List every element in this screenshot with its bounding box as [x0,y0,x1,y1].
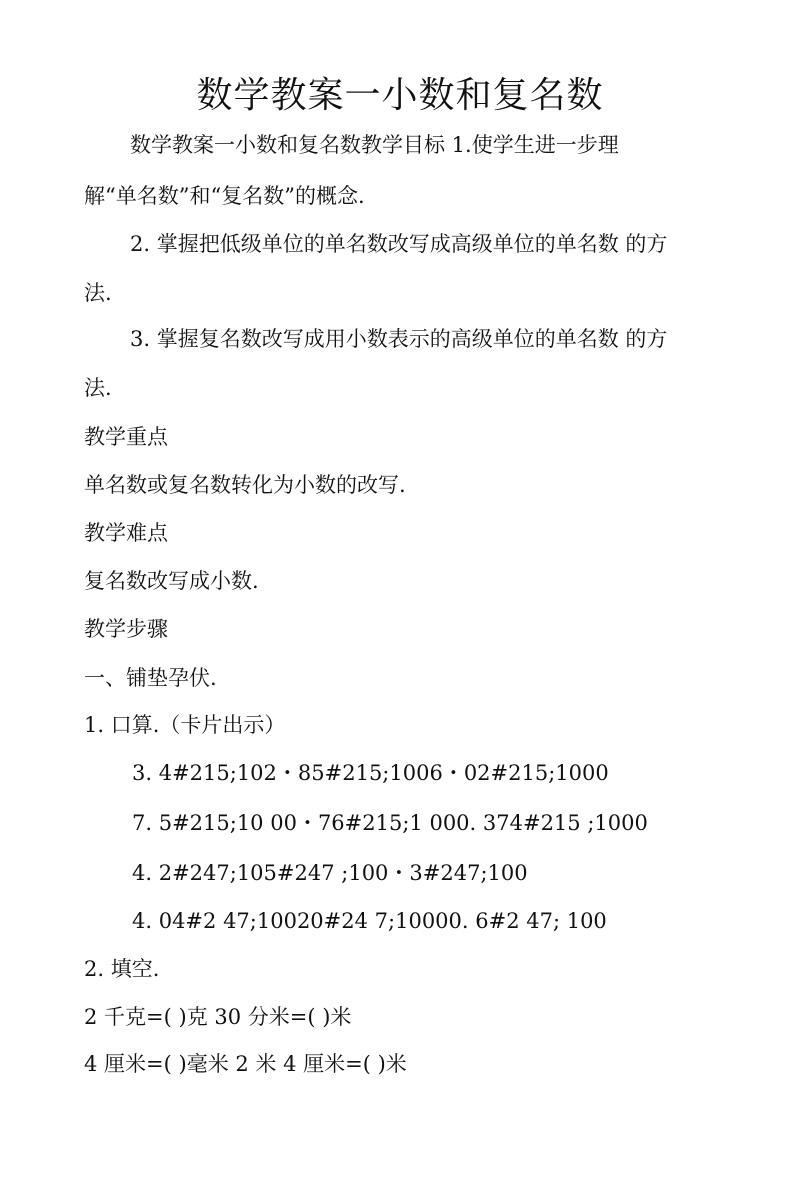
text-line: 4 厘米=( )毫米 2 米 4 厘米=( )米 [84,1052,407,1076]
text-line: 2. 掌握把低级单位的单名数改写成高级单位的单名数 的方 [130,232,668,256]
text-line: 复名数改写成小数. [84,569,259,593]
text-line: 4. 2#247;105#247 ;100・3#247;100 [132,861,528,885]
text-line: 法. [84,281,112,305]
document-title: 数学教案一小数和复名数 [196,75,604,116]
text-line: 4. 04#2 47;10020#24 7;10000. 6#2 47; 100 [132,909,607,933]
section-heading: 教学重点 [84,425,168,449]
text-line: 解“单名数”和“复名数”的概念. [84,184,365,208]
text-line: 法. [84,376,112,400]
text-line: 3. 4#215;102・85#215;1006・02#215;1000 [132,761,609,785]
text-line: 数学教案一小数和复名数教学目标 1.使学生进一步理 [130,133,619,157]
text-line: 2 千克=( )克 30 分米=( )米 [84,1005,352,1029]
text-line: 单名数或复名数转化为小数的改写. [84,473,406,497]
text-line: 2. 填空. [84,957,160,981]
text-line: 1. 口算.（卡片出示） [84,713,286,737]
text-line: 3. 掌握复名数改写成用小数表示的高级单位的单名数 的方 [130,327,668,351]
text-line: 一、铺垫孕伏. [84,666,217,690]
section-heading: 教学步骤 [84,617,168,641]
text-line: 7. 5#215;10 00・76#215;1 000. 374#215 ;1000 [132,811,648,835]
section-heading: 教学难点 [84,521,168,545]
